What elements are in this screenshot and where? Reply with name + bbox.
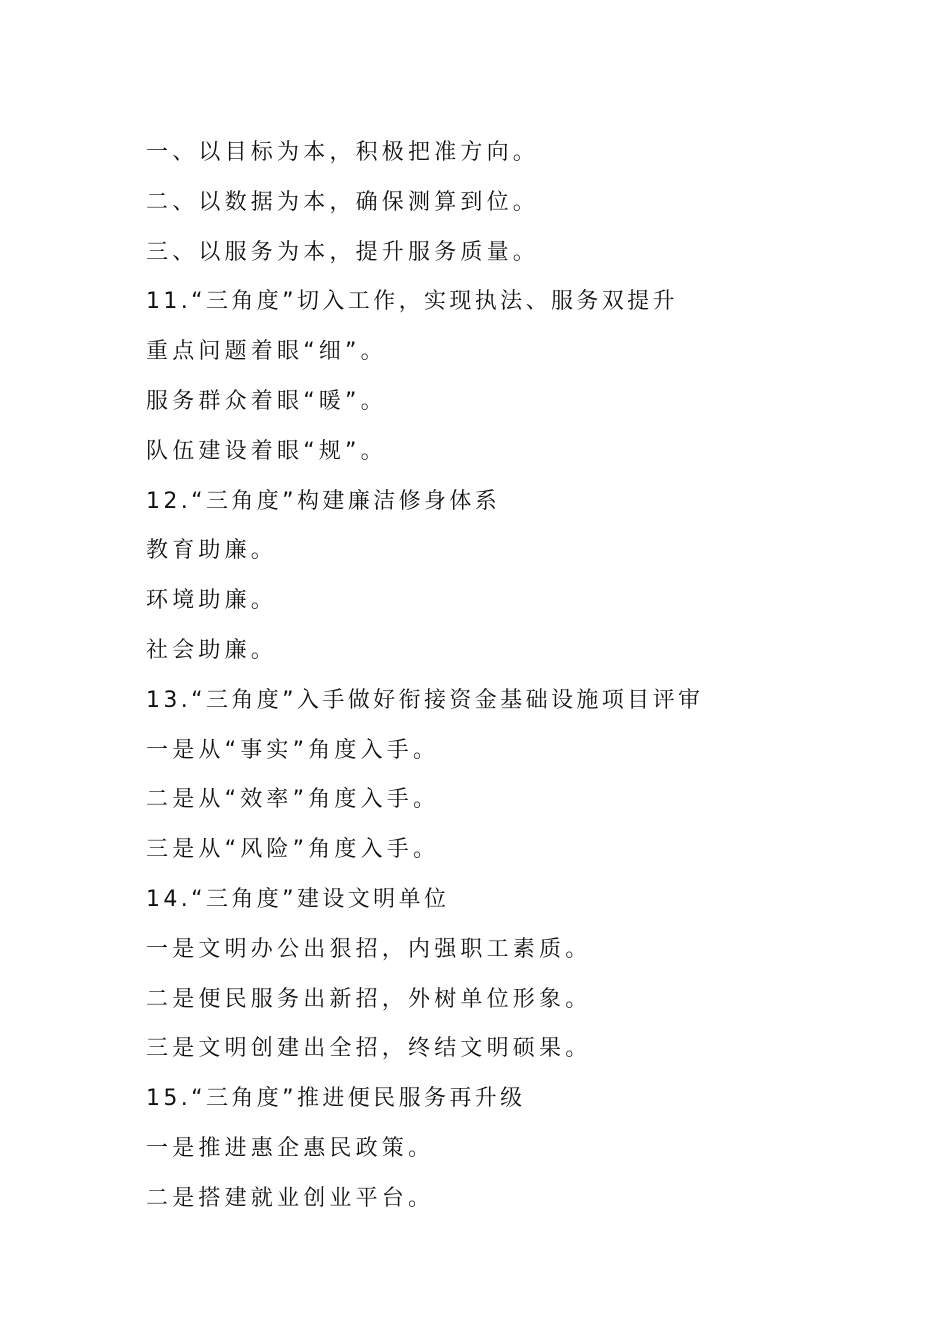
section-heading: 11.“三角度”切入工作，实现执法、服务双提升: [146, 289, 678, 315]
list-item: 一是推进惠企惠民政策。: [146, 1135, 435, 1161]
list-item: 教育助廉。: [146, 538, 278, 564]
list-item: 一是文明办公出狠招，内强职工素质。: [146, 936, 592, 962]
section-heading: 15.“三角度”推进便民服务再升级: [146, 1086, 526, 1112]
list-item: 队伍建设着眼“规”。: [146, 438, 387, 464]
list-item: 一是从“事实”角度入手。: [146, 737, 440, 763]
list-item: 服务群众着眼“暖”。: [146, 388, 387, 414]
list-item: 环境助廉。: [146, 588, 278, 614]
section-heading: 14.“三角度”建设文明单位: [146, 886, 450, 912]
list-item: 二、以数据为本，确保测算到位。: [146, 189, 540, 215]
list-item: 三是从“风险”角度入手。: [146, 837, 440, 863]
document-body: [146, 128, 906, 1224]
list-item: 二是便民服务出新招，外树单位形象。: [146, 986, 592, 1012]
list-item: 二是从“效率”角度入手。: [146, 787, 440, 813]
list-item: 社会助廉。: [146, 637, 278, 663]
section-heading: 12.“三角度”构建廉洁修身体系: [146, 488, 501, 514]
list-item: 三、以服务为本，提升服务质量。: [146, 239, 540, 265]
list-item: 一、以目标为本，积极把准方向。: [146, 140, 540, 165]
list-item: 二是搭建就业创业平台。: [146, 1185, 435, 1211]
list-item: 三是文明创建出全招，终结文明硕果。: [146, 1036, 592, 1062]
list-item: 重点问题着眼“细”。: [146, 339, 387, 365]
section-heading: 13.“三角度”入手做好衔接资金基础设施项目评审: [146, 687, 704, 713]
